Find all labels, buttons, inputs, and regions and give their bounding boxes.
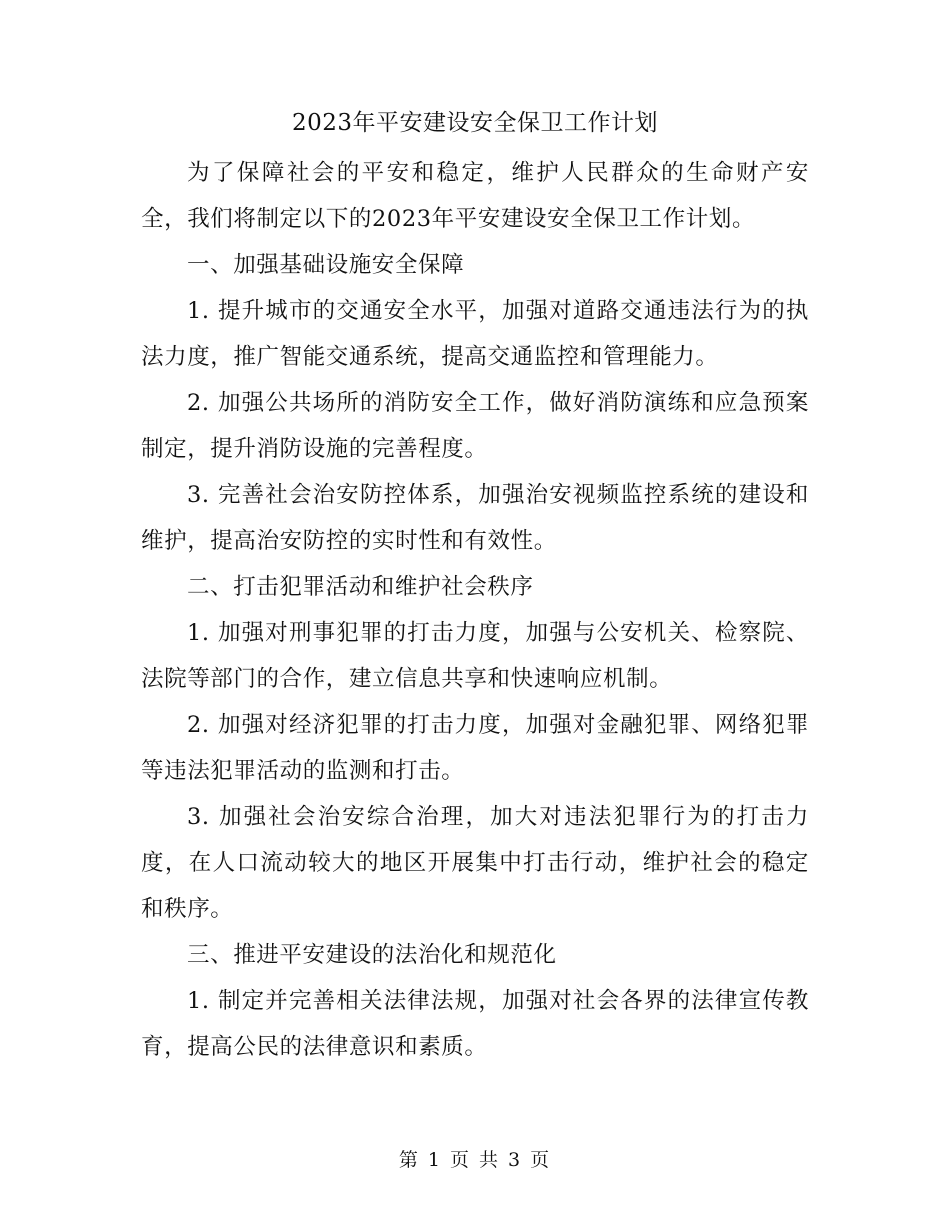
section-2-item-3: 3. 加强社会治安综合治理，加大对违法犯罪行为的打击力度，在人口流动较大的地区开展集中打击行动，维护社会的稳定和秩序。 [141,804,809,922]
section-1-item-3: 3. 完善社会治安防控体系，加强治安视频监控系统的建设和维护，提高治安防控的实时性和有效性。 [141,482,809,554]
page-number-footer: 第 1 页 共 3 页 [398,1149,552,1171]
section-heading-2: 二、打击犯罪活动和维护社会秩序 [187,574,534,600]
section-2-item-2: 2. 加强对经济犯罪的打击力度，加强对金融犯罪、网络犯罪等违法犯罪活动的监测和打击。 [141,712,809,784]
section-heading-1: 一、加强基础设施安全保障 [187,252,465,278]
intro-paragraph: 为了保障社会的平安和稳定，维护人民群众的生命财产安全，我们将制定以下的2023年平安建设安全保卫工作计划。 [141,160,809,232]
section-2-item-1: 1. 加强对刑事犯罪的打击力度，加强与公安机关、检察院、法院等部门的合作，建立信息共享和快速响应机制。 [141,620,809,692]
document-title: 2023年平安建设安全保卫工作计划 [291,110,659,136]
section-3-item-1: 1. 制定并完善相关法律法规，加强对社会各界的法律宣传教育，提高公民的法律意识和素质。 [141,988,809,1060]
section-1-item-1: 1. 提升城市的交通安全水平，加强对道路交通违法行为的执法力度，推广智能交通系统，提高交通监控和管理能力。 [141,298,809,370]
section-heading-3: 三、推进平安建设的法治化和规范化 [187,942,557,968]
section-1-item-2: 2. 加强公共场所的消防安全工作，做好消防演练和应急预案制定，提升消防设施的完善程度。 [141,390,809,462]
document-body [141,150,809,1070]
